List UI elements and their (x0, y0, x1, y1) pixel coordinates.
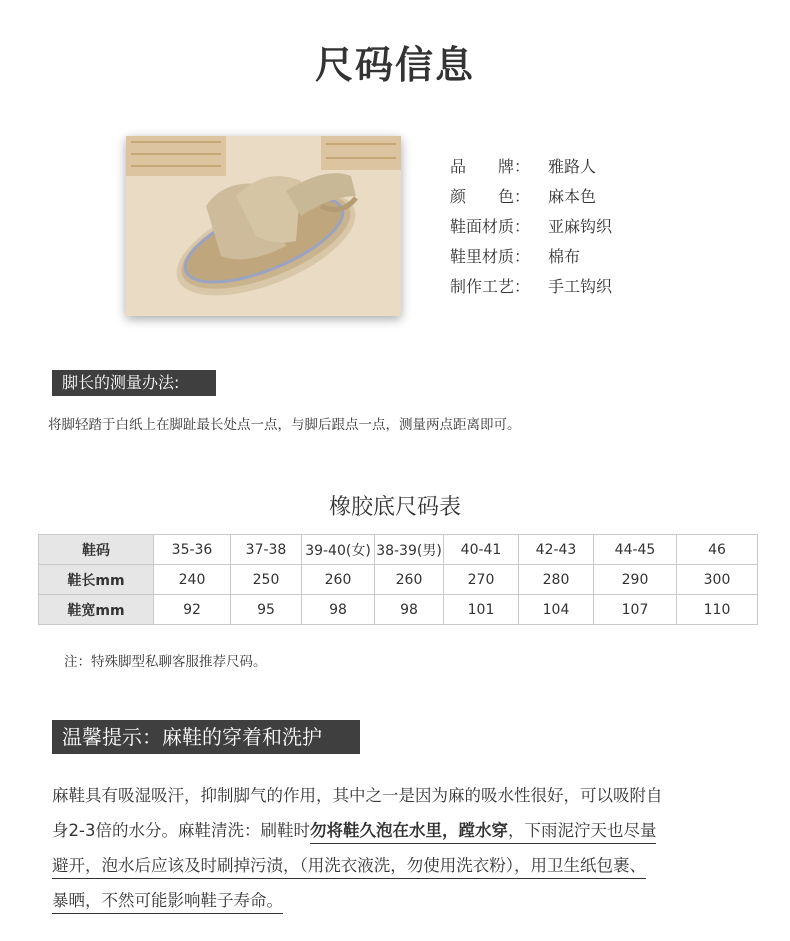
spec-value: 麻本色 (548, 187, 597, 206)
tip-line-2-underlined (310, 821, 657, 844)
table-row (39, 595, 758, 625)
table-cell: 92 (154, 595, 231, 625)
table-cell: 38-39(男) (375, 535, 444, 565)
tip-line-2-end: ，下雨泥泞天也尽量 (507, 821, 657, 840)
spec-list (450, 156, 612, 306)
table-cell: 107 (594, 595, 677, 625)
table-cell: 98 (375, 595, 444, 625)
size-note: 注：特殊脚型私聊客服推荐尺码。 (64, 654, 267, 670)
table-cell: 300 (677, 565, 758, 595)
page-title: 尺码信息 (314, 43, 475, 87)
measure-heading: 脚长的测量办法: (52, 370, 216, 396)
table-cell: 240 (154, 565, 231, 595)
spec-value: 亚麻钩织 (548, 217, 613, 236)
tip-line-4 (52, 883, 742, 918)
spec-value: 雅路人 (548, 157, 597, 176)
size-table (38, 534, 758, 625)
tip-text (52, 778, 742, 918)
table-cell: 98 (302, 595, 375, 625)
product-photo (126, 136, 401, 316)
measure-text: 将脚轻踏于白纸上在脚趾最长处点一点，与脚后跟点一点，测量两点距离即可。 (48, 417, 521, 433)
spec-label: 制作工艺： (450, 277, 531, 296)
table-cell: 37-38 (231, 535, 302, 565)
spec-label: 颜 色： (450, 187, 531, 206)
table-cell: 260 (375, 565, 444, 595)
table-cell: 110 (677, 595, 758, 625)
tip-line-3-underlined: 避开，泡水后应该及时刷掉污渍，（用洗衣液洗，勿使用洗衣粉），用卫生纸包裹、 (52, 856, 646, 879)
spec-row-upper (450, 216, 612, 246)
tip-warning-bold: 勿将鞋久泡在水里，蹚水穿 (309, 821, 508, 840)
row-header: 鞋码 (39, 535, 154, 565)
spec-row-brand (450, 156, 612, 186)
size-table-title: 橡胶底尺码表 (328, 495, 461, 520)
spec-row-color (450, 186, 612, 216)
table-cell: 44-45 (594, 535, 677, 565)
tip-heading: 温馨提示：麻鞋的穿着和洗护 (52, 720, 360, 754)
spec-value: 手工钩织 (548, 277, 613, 296)
tip-line-3 (52, 848, 742, 883)
spec-row-craft (450, 276, 612, 306)
table-cell: 290 (594, 565, 677, 595)
table-cell: 39-40(女) (302, 535, 375, 565)
table-cell: 42-43 (519, 535, 594, 565)
spec-row-lining (450, 246, 612, 276)
row-header: 鞋长mm (39, 565, 154, 595)
spec-value: 棉布 (548, 247, 581, 266)
table-cell: 101 (444, 595, 519, 625)
table-cell: 46 (677, 535, 758, 565)
table-cell: 104 (519, 595, 594, 625)
table-row (39, 535, 758, 565)
table-cell: 250 (231, 565, 302, 595)
table-cell: 280 (519, 565, 594, 595)
spec-label: 品 牌： (450, 157, 531, 176)
table-cell: 270 (444, 565, 519, 595)
table-cell: 260 (302, 565, 375, 595)
row-header: 鞋宽mm (39, 595, 154, 625)
tip-line-4-underlined: 暴晒，不然可能影响鞋子寿命。 (52, 891, 283, 914)
tip-line-2-start: 身2-3倍的水分。麻鞋清洗：刷鞋时 (52, 821, 310, 840)
table-cell: 35-36 (154, 535, 231, 565)
table-cell: 95 (231, 595, 302, 625)
table-row (39, 565, 758, 595)
tip-line-1: 麻鞋具有吸湿吸汗，抑制脚气的作用，其中之一是因为麻的吸水性很好，可以吸附自 (52, 786, 663, 805)
spec-label: 鞋里材质： (450, 247, 531, 266)
spec-label: 鞋面材质： (450, 217, 531, 236)
table-cell: 40-41 (444, 535, 519, 565)
tip-line-2 (52, 813, 742, 848)
